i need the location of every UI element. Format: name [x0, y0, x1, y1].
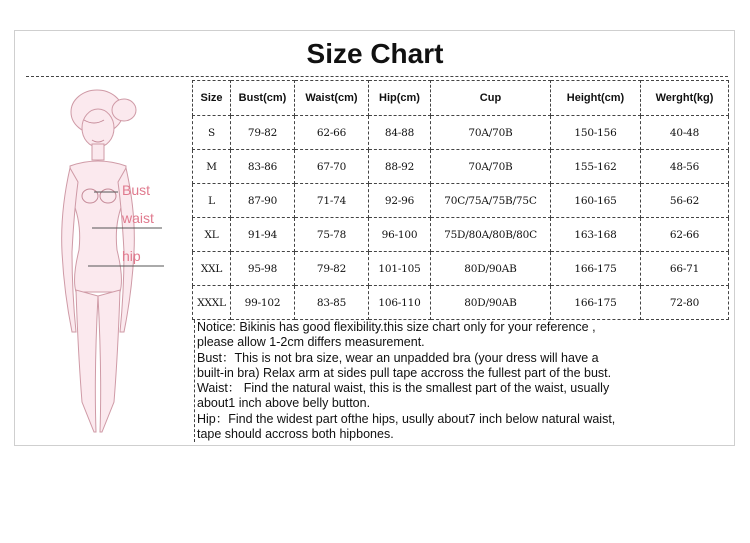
- body-silhouette-illustration: [22, 82, 190, 438]
- cell-bust: 95-98: [231, 252, 295, 286]
- cell-size: S: [193, 116, 231, 150]
- hip-label: hip: [122, 248, 141, 264]
- cell-hip: 101-105: [369, 252, 431, 286]
- notice-line: Notice: Bikinis has good flexibility.this size chart only for your reference ,: [197, 320, 596, 334]
- cell-size: XXL: [193, 252, 231, 286]
- bust-note-line: Bust：This is not bra size, wear an unpadded bra (your dress will have a: [197, 350, 599, 365]
- cell-hip: 96-100: [369, 218, 431, 252]
- cell-cup: 80D/90AB: [431, 286, 551, 320]
- table-row: [193, 116, 729, 150]
- cell-waist: 79-82: [295, 252, 369, 286]
- waist-label: waist: [122, 210, 154, 226]
- cell-size: XXXL: [193, 286, 231, 320]
- cell-weight: 40-48: [641, 116, 729, 150]
- notice-line: please allow 1-2cm differs measurement.: [197, 335, 425, 350]
- cell-size: L: [193, 184, 231, 218]
- hip-note-line: tape should accross both hipbones.: [197, 427, 394, 442]
- cell-waist: 71-74: [295, 184, 369, 218]
- cell-weight: 72-80: [641, 286, 729, 320]
- table-row: [193, 218, 729, 252]
- cell-hip: 84-88: [369, 116, 431, 150]
- table-header-row: [193, 81, 729, 116]
- cell-cup: 70A/70B: [431, 150, 551, 184]
- cell-weight: 48-56: [641, 150, 729, 184]
- cell-cup: 70C/75A/75B/75C: [431, 184, 551, 218]
- cell-waist: 67-70: [295, 150, 369, 184]
- cell-height: 166-175: [551, 252, 641, 286]
- cell-hip: 92-96: [369, 184, 431, 218]
- cell-bust: 99-102: [231, 286, 295, 320]
- bust-label: Bust: [122, 182, 151, 198]
- table-row: [193, 252, 729, 286]
- cell-height: 163-168: [551, 218, 641, 252]
- cell-bust: 87-90: [231, 184, 295, 218]
- cell-weight: 56-62: [641, 184, 729, 218]
- hip-note-line: Hip：Find the widest part ofthe hips, usully about7 inch below natural waist,: [197, 411, 616, 426]
- table-row: [193, 184, 729, 218]
- table-row: [193, 150, 729, 184]
- header-hip: Hip(cm): [369, 81, 431, 116]
- cell-cup: 70A/70B: [431, 116, 551, 150]
- cell-waist: 83-85: [295, 286, 369, 320]
- header-waist: Waist(cm): [295, 81, 369, 116]
- cell-height: 155-162: [551, 150, 641, 184]
- cell-weight: 62-66: [641, 218, 729, 252]
- title-divider: [26, 76, 728, 77]
- cell-bust: 83-86: [231, 150, 295, 184]
- page-title: Size Chart: [306, 38, 444, 69]
- header-weight: Werght(kg): [641, 81, 729, 116]
- cell-hip: 106-110: [369, 286, 431, 320]
- cell-cup: 80D/90AB: [431, 252, 551, 286]
- header-cup: Cup: [431, 81, 551, 116]
- cell-cup: 75D/80A/80B/80C: [431, 218, 551, 252]
- body-figure: [22, 82, 190, 438]
- cell-height: 166-175: [551, 286, 641, 320]
- cell-bust: 91-94: [231, 218, 295, 252]
- cell-size: M: [193, 150, 231, 184]
- header-bust: Bust(cm): [231, 81, 295, 116]
- cell-waist: 75-78: [295, 218, 369, 252]
- header-size: Size: [193, 81, 231, 116]
- header-height: Height(cm): [551, 81, 641, 116]
- waist-note-line: about1 inch above belly button.: [197, 396, 371, 411]
- cell-hip: 88-92: [369, 150, 431, 184]
- waist-note-line: Waist： Find the natural waist, this is the smallest part of the waist, usually: [197, 381, 610, 396]
- cell-size: XL: [193, 218, 231, 252]
- cell-waist: 62-66: [295, 116, 369, 150]
- cell-weight: 66-71: [641, 252, 729, 286]
- cell-height: 150-156: [551, 116, 641, 150]
- bust-note-line: built-in bra) Relax arm at sides pull tape accross the fullest part of the bust.: [197, 365, 612, 380]
- size-table: [192, 80, 729, 320]
- cell-height: 160-165: [551, 184, 641, 218]
- cell-bust: 79-82: [231, 116, 295, 150]
- table-row: [193, 286, 729, 320]
- size-notes: [194, 320, 728, 442]
